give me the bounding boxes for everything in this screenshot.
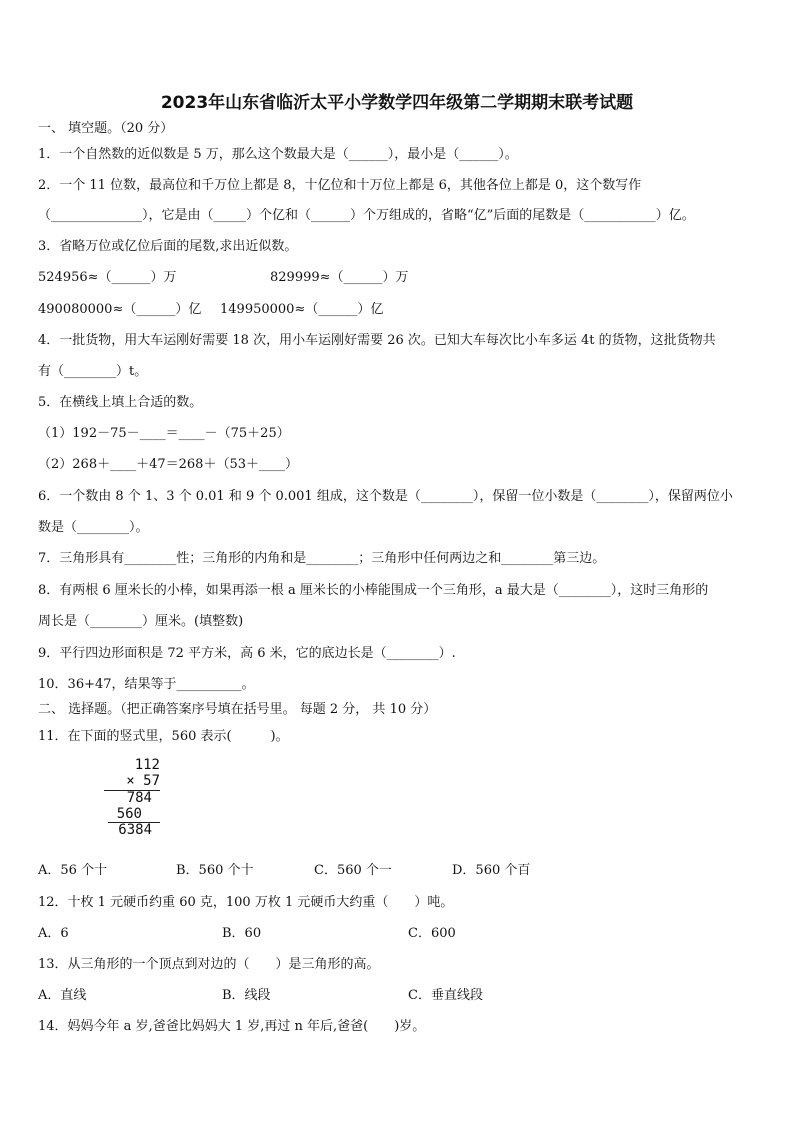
option-item: A．6	[38, 926, 69, 941]
option-item: D．560 个百	[452, 863, 531, 878]
question-3-item: 149950000≈（______）亿	[220, 302, 384, 317]
option-item: C．垂直线段	[408, 988, 483, 1003]
question-10: 10．36+47，结果等于__________。	[38, 677, 255, 692]
calc-partial-product-2: 560	[116, 806, 142, 822]
question-2-line-2: （______________），它是由（_____）个亿和（______）个万组成的，省略“亿”后面的尾数是（___________）亿。	[38, 208, 695, 223]
question-9: 9．平行四边形面积是 72 平方米，高 6 米，它的底边长是（________）.	[38, 646, 456, 661]
calc-multiplicand: 112	[134, 757, 160, 773]
question-8-line-1: 8．有两根 6 厘米长的小棒，如果再添一根 a 厘米长的小棒能围成一个三角形，a 最大是（________），这时三角形的	[38, 583, 709, 598]
option-item: C．560 个一	[314, 863, 392, 878]
question-5-part-1: （1）192－75－____＝____－（75＋25）	[38, 426, 290, 441]
calc-partial-product-1: 784	[126, 790, 152, 806]
question-3-item: 490080000≈（______）亿	[38, 302, 202, 317]
calc-result: 6384	[118, 822, 152, 838]
question-7: 7．三角形具有________性；三角形的内角和是________；三角形中任何两边之和________第三边。	[38, 551, 606, 566]
question-8-line-2: 周长是（________）厘米。(填整数)	[38, 614, 244, 629]
question-6-line-1: 6．一个数由 8 个 1、3 个 0.01 和 9 个 0.001 组成，这个数是（________），保留一位小数是（________），保留两位小	[38, 489, 733, 504]
option-item: B．560 个十	[176, 863, 254, 878]
question-13: 13．从三角形的一个顶点到对边的（ ）是三角形的高。	[38, 957, 380, 972]
question-14: 14．妈妈今年 a 岁,爸爸比妈妈大 1 岁,再过 n 年后,爸爸( )岁。	[38, 1019, 426, 1034]
question-3-item: 524956≈（______）万	[38, 270, 177, 285]
question-1: 1．一个自然数的近似数是 5 万，那么这个数最大是（______），最小是（______）。	[38, 147, 518, 162]
question-6-line-2: 数是（________）。	[38, 520, 149, 535]
option-item: A．直线	[38, 988, 87, 1003]
calc-multiplier: × 57	[126, 773, 160, 789]
section-2-heading: 二、 选择题。（把正确答案序号填在括号里。 每题 2 分， 共 10 分）	[38, 702, 437, 717]
question-5-part-2: （2）268＋____＋47＝268＋（53＋____）	[38, 457, 298, 472]
question-11: 11．在下面的竖式里，560 表示( )。	[38, 729, 289, 744]
question-5: 5．在横线上填上合适的数。	[38, 395, 203, 410]
option-item: B．线段	[222, 988, 271, 1003]
option-item: A．56 个十	[38, 863, 108, 878]
option-item: C．600	[408, 926, 456, 941]
page-title: 2023年山东省临沂太平小学数学四年级第二学期期末联考试题	[160, 93, 634, 113]
question-12: 12．十枚 1 元硬币约重 60 克，100 万枚 1 元硬币大约重（ ）吨。	[38, 895, 454, 910]
question-3: 3．省略万位或亿位后面的尾数,求出近似数。	[38, 239, 298, 254]
question-4-line-1: 4．一批货物，用大车运刚好需要 18 次，用小车运刚好需要 26 次。已知大车每次比小车多运 4t 的货物，这批货物共	[38, 333, 716, 348]
option-item: B．60	[222, 926, 262, 941]
question-2-line-1: 2．一个 11 位数，最高位和千万位上都是 8，十亿位和十万位上都是 6，其他各位上都是 0，这个数写作	[38, 178, 642, 193]
section-1-heading: 一、 填空题。（20 分）	[38, 121, 174, 136]
question-3-item: 829999≈（______）万	[270, 270, 409, 285]
question-4-line-2: 有（________）t。	[38, 364, 148, 379]
